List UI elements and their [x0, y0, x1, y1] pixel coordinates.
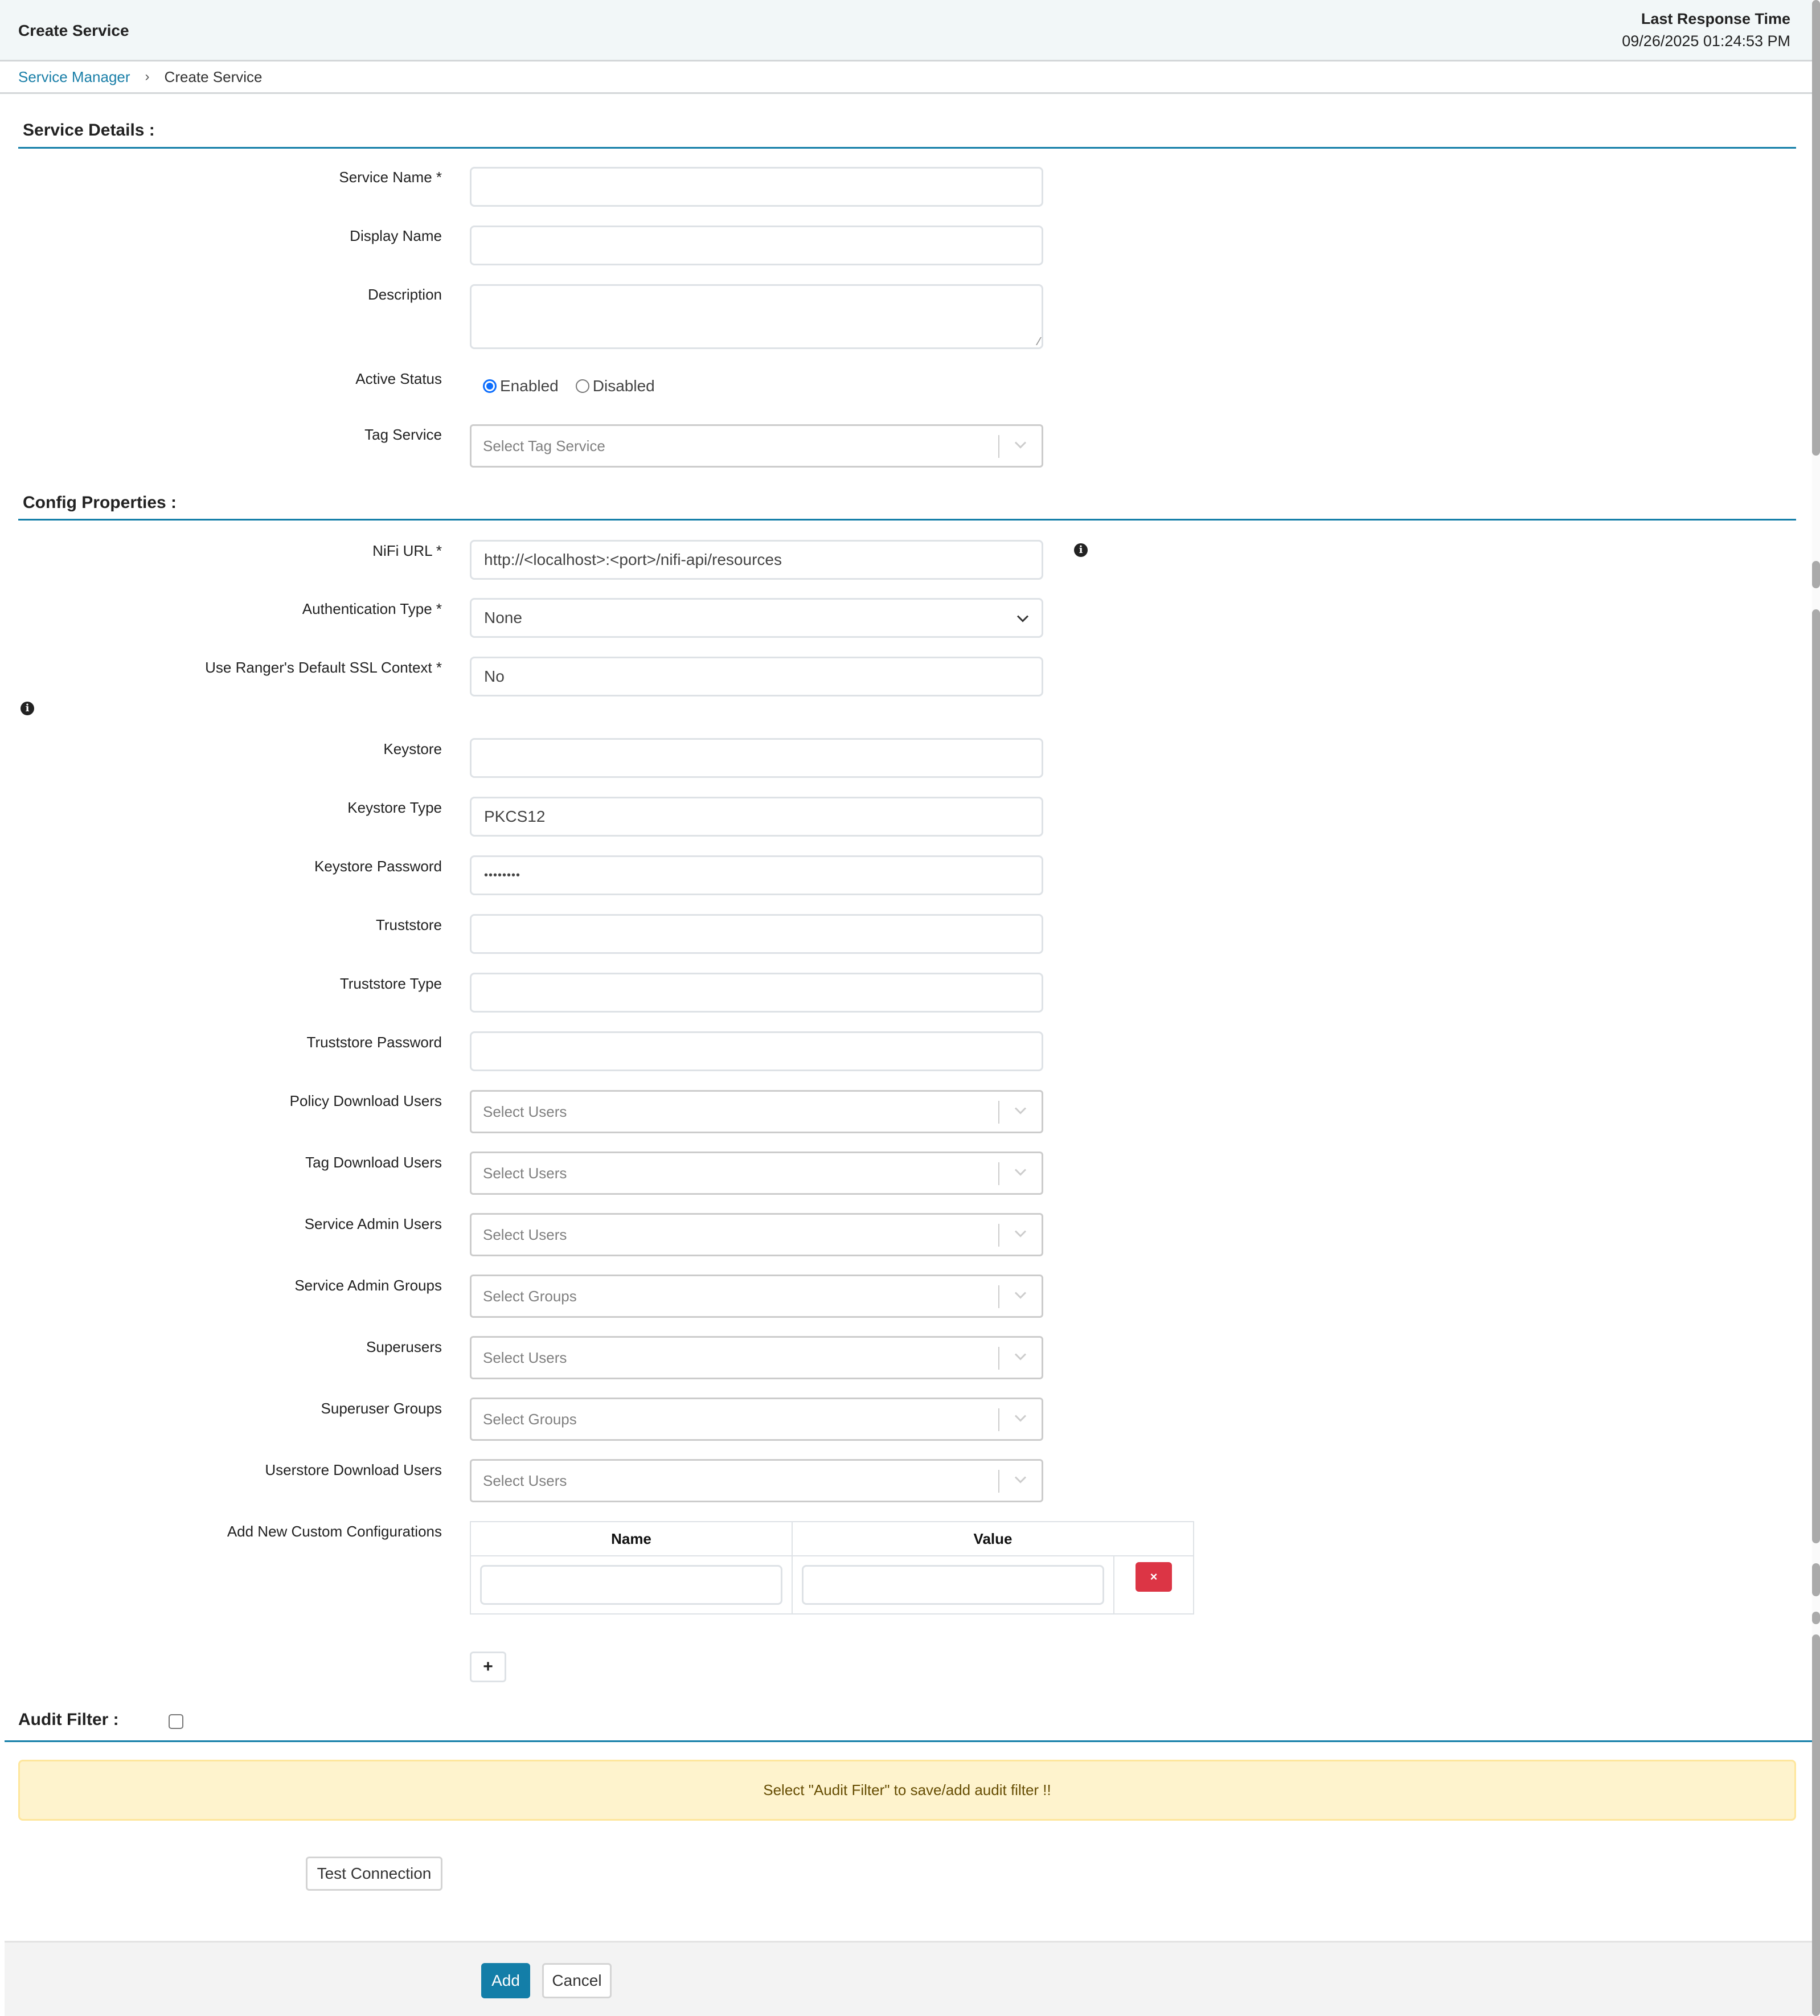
- keystore-password-label: Keystore Password: [314, 858, 442, 875]
- scrollbar-segment: [1812, 1634, 1820, 2016]
- section-divider: [18, 147, 1796, 149]
- custom-config-name-input[interactable]: [480, 1565, 782, 1605]
- chevron-right-icon: ›: [145, 69, 150, 84]
- tag-download-users-select[interactable]: [470, 1152, 1043, 1195]
- close-icon: ×: [1150, 1570, 1158, 1584]
- audit-filter-warning-alert: [18, 1760, 1796, 1821]
- select-divider: [998, 1285, 999, 1308]
- truststore-type-label: Truststore Type: [339, 975, 442, 992]
- superuser-groups-select[interactable]: [470, 1398, 1043, 1441]
- custom-configs-label: Add New Custom Configurations: [227, 1523, 442, 1540]
- add-config-row-button[interactable]: [470, 1652, 506, 1682]
- nifi-url-label: NiFi URL *: [372, 542, 442, 559]
- select-placeholder: Select Users: [483, 1103, 567, 1120]
- keystore-input[interactable]: [470, 738, 1043, 778]
- service-admin-users-select[interactable]: [470, 1213, 1043, 1256]
- keystore-type-input[interactable]: PKCS12: [470, 797, 1043, 837]
- keystore-label: Keystore: [383, 740, 442, 757]
- description-label: Description: [367, 286, 442, 303]
- add-button[interactable]: [481, 1963, 530, 1998]
- userstore-download-users-select[interactable]: [470, 1459, 1043, 1502]
- select-placeholder: Select Users: [483, 1349, 567, 1366]
- breadcrumb-create-service: Create Service: [164, 68, 263, 85]
- truststore-password-label: Truststore Password: [306, 1034, 442, 1051]
- radio-disabled-label: Disabled: [592, 377, 655, 395]
- chevron-down-icon[interactable]: [1012, 1348, 1029, 1365]
- scrollbar-segment: [1812, 609, 1820, 1543]
- select-divider: [998, 1408, 999, 1431]
- radio-enabled-label: Enabled: [500, 377, 559, 395]
- page-header: [0, 0, 1812, 62]
- service-admin-groups-label: Service Admin Groups: [294, 1277, 442, 1294]
- breadcrumb: [0, 62, 1812, 94]
- resize-handle-icon[interactable]: [1029, 337, 1042, 345]
- select-divider: [998, 1470, 999, 1493]
- service-admin-groups-select[interactable]: [470, 1275, 1043, 1318]
- select-divider: [998, 1162, 999, 1185]
- chevron-down-icon[interactable]: [1012, 1471, 1029, 1488]
- custom-config-value-input[interactable]: [802, 1565, 1104, 1605]
- service-admin-users-label: Service Admin Users: [304, 1215, 442, 1232]
- chevron-down-icon: [1014, 610, 1031, 627]
- tag-service-placeholder: Select Tag Service: [483, 437, 605, 454]
- nifi-url-input[interactable]: http://<localhost>:<port>/nifi-api/resources: [470, 540, 1043, 580]
- select-placeholder: Select Users: [483, 1472, 567, 1489]
- add-label: Add: [491, 1972, 520, 1989]
- truststore-type-input[interactable]: [470, 973, 1043, 1013]
- select-placeholder: Select Users: [483, 1226, 567, 1243]
- radio-enabled[interactable]: [483, 377, 559, 395]
- ssl-context-input[interactable]: No: [470, 657, 1043, 696]
- authentication-type-value: None: [484, 609, 522, 626]
- active-status-label: Active Status: [355, 370, 442, 387]
- test-connection-button[interactable]: [306, 1857, 442, 1891]
- plus-icon: +: [483, 1657, 493, 1676]
- cancel-button[interactable]: [542, 1963, 612, 1998]
- superuser-groups-label: Superuser Groups: [321, 1400, 442, 1417]
- select-placeholder: Select Groups: [483, 1410, 577, 1428]
- select-divider: [998, 1224, 999, 1247]
- tag-service-select[interactable]: [470, 424, 1043, 468]
- tag-service-label: Tag Service: [364, 426, 442, 443]
- authentication-type-select[interactable]: [470, 598, 1043, 638]
- truststore-input[interactable]: [470, 914, 1043, 954]
- description-textarea[interactable]: [470, 284, 1043, 349]
- radio-disabled[interactable]: [576, 377, 655, 395]
- section-divider: [5, 1740, 1812, 1742]
- superusers-label: Superusers: [366, 1338, 442, 1355]
- config-properties-heading: Config Properties :: [23, 493, 177, 512]
- chevron-down-icon[interactable]: [1012, 1163, 1029, 1181]
- select-divider: [998, 1101, 999, 1124]
- tag-download-users-label: Tag Download Users: [305, 1154, 442, 1171]
- custom-configs-table: [470, 1521, 1194, 1615]
- select-placeholder: Select Groups: [483, 1287, 577, 1305]
- audit-filter-checkbox[interactable]: [169, 1714, 183, 1729]
- service-details-heading: Service Details :: [23, 121, 155, 140]
- chevron-down-icon[interactable]: [1012, 1102, 1029, 1119]
- last-response-value: 09/26/2025 01:24:53 PM: [1622, 32, 1790, 50]
- service-name-label: Service Name *: [339, 169, 442, 186]
- page-title: Create Service: [18, 22, 129, 39]
- alert-message: Select "Audit Filter" to save/add audit filter !!: [763, 1781, 1051, 1798]
- authentication-type-label: Authentication Type *: [302, 600, 442, 617]
- radio-enabled-indicator[interactable]: [483, 379, 497, 393]
- radio-disabled-indicator[interactable]: [576, 379, 589, 393]
- scrollbar-segment: [1812, 1612, 1820, 1624]
- info-icon[interactable]: i: [21, 702, 34, 715]
- select-divider: [998, 1347, 999, 1370]
- breadcrumb-service-manager[interactable]: Service Manager: [18, 68, 130, 85]
- column-header-value: Value: [792, 1522, 1194, 1556]
- chevron-down-icon[interactable]: [1012, 436, 1029, 453]
- ssl-context-label: Use Ranger's Default SSL Context *: [205, 659, 442, 676]
- truststore-label: Truststore: [375, 916, 442, 933]
- keystore-type-label: Keystore Type: [347, 799, 442, 816]
- service-name-input[interactable]: [470, 167, 1043, 207]
- delete-row-button[interactable]: [1136, 1562, 1172, 1592]
- chevron-down-icon[interactable]: [1012, 1286, 1029, 1304]
- info-icon[interactable]: i: [1074, 543, 1088, 557]
- userstore-download-users-label: Userstore Download Users: [265, 1461, 442, 1478]
- section-divider: [18, 519, 1796, 521]
- active-status-radio-group: [483, 377, 672, 395]
- policy-download-users-label: Policy Download Users: [289, 1092, 442, 1109]
- keystore-password-input[interactable]: ••••••••: [470, 855, 1043, 895]
- display-name-input[interactable]: [470, 226, 1043, 265]
- audit-filter-heading: Audit Filter :: [18, 1710, 119, 1729]
- select-placeholder: Select Users: [483, 1164, 567, 1182]
- test-connection-label: Test Connection: [317, 1865, 432, 1882]
- cancel-label: Cancel: [552, 1972, 602, 1989]
- column-header-name: Name: [470, 1522, 792, 1556]
- truststore-password-input[interactable]: [470, 1031, 1043, 1071]
- display-name-label: Display Name: [350, 227, 442, 244]
- last-response-time: [1622, 10, 1790, 50]
- table-row: [470, 1556, 1194, 1614]
- scrollbar-segment: [1812, 1563, 1820, 1596]
- scrollbar-segment: [1812, 561, 1820, 588]
- chevron-down-icon[interactable]: [1012, 1225, 1029, 1242]
- superusers-select[interactable]: [470, 1336, 1043, 1379]
- form-footer: [5, 1941, 1812, 2016]
- chevron-down-icon[interactable]: [1012, 1409, 1029, 1427]
- policy-download-users-select[interactable]: [470, 1090, 1043, 1133]
- select-divider: [998, 435, 999, 458]
- scrollbar-thumb[interactable]: [1812, 0, 1820, 456]
- last-response-label: Last Response Time: [1641, 10, 1790, 27]
